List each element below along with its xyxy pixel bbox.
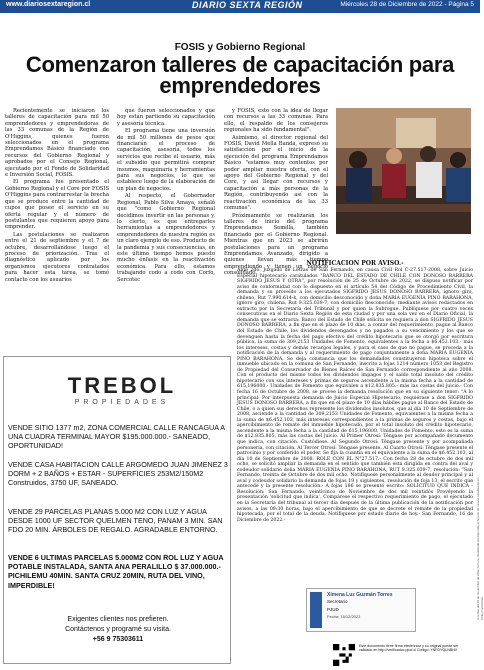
- validation-note: Este documento tiene firma electrónica y su original puede ser validado en http://verificadoc.pjud.cl Código: YNFDYQLNBHX: [359, 644, 459, 653]
- ad-cta: Contáctenos y programé su visita.: [65, 626, 171, 633]
- qr-code-icon[interactable]: [333, 644, 355, 666]
- paragraph: Asimismo, el director regional del FOSIS, David Mella Banda, expresó su satisfacción por el inicio de la ejecución del programa Emprendamos Básico "estamos muy contentos por poder ampliar nuestra oferta, con el apoyo del Gobierno Regional y del Core, y así llegar con recursos y capacitación a más personas de la Región, contribuyendo así con la reactivación económica de las 33 comunas".: [224, 134, 328, 212]
- stamp-seal-bar: [310, 592, 322, 628]
- listing-3: VENDE 29 PARCELAS PLANAS 5.000 M2 CON LUZ Y AGUA DESDE 1000 UF SECTOR QUELMEN TENO, PANAM 3 MIN. SAN FDO 20 MIN. ÁRBOLES DE REGALO. AGRADABLE ENTORNO.: [8, 507, 223, 535]
- masthead: [0, 0, 480, 13]
- paragraph: El programa tiene una inversión de mil 50 millones de pesos que financiarán el proceso de capacitación, asesoría, todos los servicios que recibe el usuario, más el subsidio que permitirá comprar insumos, maquinaria y herramientas para sus negocios, lo que se establece luego de la elaboración de un plan de negocios.: [117, 128, 215, 192]
- newspaper-name: DIARIO SEXTA REGIÓN: [192, 0, 303, 10]
- article-kicker: FOSIS y Gobierno Regional: [174, 42, 306, 53]
- listing-2: VENDE CASA HABITACION CALLE ARGOMEDO JUAN JIMENEZ 3 DORM + 2 BAÑOS + ESTAR - SUPERFICIES 253M2/150M2 Construidos, 3750 UF, SANEADO.: [8, 460, 228, 488]
- paragraph: que fueron seleccionados y que hoy están partiendo su capacitación y asesoría técnica.: [117, 108, 215, 127]
- paragraph: El programa fue presentado el Gobierno Regional y el Core por FOSIS O'Higgins para contrarrestar la brecha que se produce entre la cantidad de cupos que posee el servicio en su oferta regular y el número de postulantes que requieren apoyo para emprender.: [5, 179, 109, 231]
- listing-4: VENDE 6 ULTIMAS PARCELAS 5.000M2 CON ROL LUZ Y AGUA POTABLE INSTALADA, SANTA ANA PERALILLO $ 37.000.000.-PICHILEMU 40MIN. SANTA CRUZ 20MIN, RUTA DEL VINO, IMPERDIBLE!: [8, 553, 224, 590]
- ad-footer: [4, 615, 232, 645]
- signer-unit: PJUD: [327, 607, 339, 612]
- signature-date: Fecha: 16/12/2022: [327, 614, 361, 619]
- ad-slogan: Exigentes clientes nos prefieren.: [67, 616, 169, 623]
- issue-date-page: Miércoles 28 de Diciembre de 2022 - Página 5: [340, 1, 474, 8]
- signer-name: Ximena Luz Guzmán Torres: [327, 592, 393, 598]
- legal-notice: [237, 260, 473, 664]
- trebol-logo: [52, 373, 192, 406]
- site-url[interactable]: www.diariosextaregion.cl: [6, 1, 91, 8]
- paragraph: Las postulaciones se realizaron entre el 21 de septiembre y el 7 de octubre, desarrollándose luego el proceso de priorización. Tras el diagnóstico aplicado por los organismos ejecutores contratados para hacer esta tarea, se tomó contacto con los usuarios: [5, 231, 109, 283]
- notice-title: NOTIFICACION POR AVISO.-: [306, 260, 404, 267]
- article-headline: Comenzaron talleres de capacitación para emprendedores: [25, 52, 455, 98]
- signer-role: Secretario: [327, 599, 348, 604]
- paragraph: Recientemente se iniciaron los talleres de capacitación para mil 50 emprendedores y emprendedoras de las 33 comunas de la Región de O'Higgins, quienes fueron seleccionados en el programa Emprendamos Básico financiado con recursos del Gobierno Regional y aprobados por el Consejo Regional, ejecutado por el Fondo de Solidaridad e Inversión Social, FOSIS.: [5, 108, 109, 179]
- paragraph: Próximamente se realizarán los talleres de inicio del programa Emprendamos Semilla, también financiado por el Gobierno Regional. Mientras que en 2023 se abrirán postulaciones para un programa Emprendamos Avanzado, dirigido a quienes llevan más tiempo emprendiendo y tienen un negocio consolidado.: [224, 212, 328, 277]
- vertical-side-note: A contar del 29 de noviembre de 2022, la hora visualizada corresponde al horario de verano establecido en Chile Continental.: [476, 477, 484, 620]
- ad-phone[interactable]: +56 9 75303611: [92, 636, 144, 643]
- paragraph: y FOSIS, esto con la idea de llegar con recursos a las 33 comunas. Para ello, el respaldo de los consejeros regionales ha sido fundamental".: [224, 108, 328, 134]
- article-photo: [336, 108, 471, 234]
- logo-subtitle: PROPIEDADES: [74, 399, 170, 406]
- article-column-2: [117, 108, 215, 353]
- paragraph: Al respecto, el Gobernador Regional, Pablo Silva Amaya, señaló que "como Gobierno Regional decidimos invertir en las personas y, lo cierto, es que entregarles herramientas a emprendedores y emprendedores de nuestra región es un claro ejemplo de eso. Producto de la pandemia y sus consecuencias, en este último tiempo hemos puesto mucho énfasis en la reactivación económica. Para ello, estamos trabajando codo a codo con Corfo, Sercotec: [117, 193, 215, 283]
- listing-1: VENDE SITIO 1377 m2, ZONA COMERCIAL CALLE RANCAGUA A UNA CUADRA TERMINAL MAYOR $195.000.000.- SANEADO, OPORTUNIDAD!: [8, 423, 225, 451]
- real-estate-ad: [3, 356, 231, 664]
- electronic-signature-stamp: [306, 588, 416, 632]
- notice-body: Ante 2do. Juzgado de Letras de San Fernando, en causa Civil Rol C-27.517-2008, sobre Juicio Especial hipotecario caratulados "BANCO DEL ESTADO DE CHILE CON DONOSO BARRERA SIGFRIDO JESUS Y OTRA", por resolución de 25 de Octubre de 2022, se dispuso notificar por aviso de conformidad con lo dispuesto en el artículo 54 del Código de Procedimiento Civil, la demanda y su proveído a los ejecutados SIGFRIDO JESUS DONOSO BARRERA, ignoro giro, chileno, Rut 7.990.614-k, con domicilio desconocido y doña MARIA EUGENIA PINO BARAHONA, ignoro giro, chilena, Rut 9.325.039-7, con domicilio desconocido, mediante avisos redactados en extracto por la Secretaría del Tribunal y por quien la Subrogue. Publíquese por cuatro veces consecutivas en el Diario Sexta Región de esta ciudad y por una sola vez en el Diario Oficial, la demanda que se extracta: Banco del Estado de Chile solicita se requiera a don SIGFRIDO JESUS DONOSO BARRERA, a fin que en el plazo de 10 días, a contar del requerimiento, pague al Banco del Estado de Chile, los dividendos devengados y no pagados a su vencimiento y los que se devenguen hasta la fecha del pago efectivo del crédito hipotecario que se otorgó por escritura pública, la suma de 309,2153 Unidades de Fomento, equivalentes a la fecha a $6.452.103.- más los intereses, costas y demás recargos legales, y para el caso de que no pague, se proceda a la notificación de la demanda y al requerimiento de pago conjuntamente a doña MARIA EUGENIA PINO BARAHONA. Se deja constancia que los demandados constituyeron hipoteca sobre el inmueble ubicado en la comuna de San Fernando, inscrito a fojas 1214 número 1053 del Registro de Propiedad del Conservador de Bienes Raíces de San Fernando correspondiente al año 2008. Con el producto del mismo todos los dividendos impagos y el saldo total insoluto del crédito hipotecario con sus intereses y primas de seguros ascendente a la misma fecha a la cantidad de 615,196000.- Unidades de Fomento que equivalen a $12.835.805.- más las costas del juicio.- Con fecha 16 de Octubre de 2008, se provee la demanda resolución que en su siguiente tenor: "A lo principal: Por interpuesta demanda de Juicio Especial Hipotecario, requiérase a don SIGFRIDO JESUS DONOSO BARRERA, a fin que en el plazo de 10 días hábiles pague al Banco del Estado de Chile, o a quien sus derechos represente los dividendos insolutos, que al día 10 de Septiembre de 2008, asciende a la cantidad de 309,2153 Unidades de Fomento, equivalentes a la misma fecha a la suma de $6.452.103, más intereses correspondientes a la primas de seguros y costas, bajo el apercibimiento de remate del inmueble hipotecado, por el total insoluto del crédito hipotecario, ascendente a la misma fecha a la cantidad de 615,196000. Unidades de Fomento, esto es la suma de $12.835.805, más las costas del juicio. Al Primer Otrosí: Téngase por acompañado documento que indica, con citación. Custódiese. Al Segundo Otrosí: Téngase presente y por acompañada personería, con citación. Al Tercer Otrosí: Téngase presente. Al Cuarto Otrosí: Téngase presente el patrocinio y por conferido el poder. Se fija la cuantía en el equivalente a la suma de $6.452.103, al día 10 de Septiembre de 2008. ROLE CON EL N°27.517.- Con fecha 28 de octubre de dos mil ocho, se solicitó ampliar la demanda en el sentido que también está dirigida en contra del aval y codeudor solidario doña MARIA EUGENIA PINO BARAHONA, RUT 9.325.039-7, resolución: "San Fernando, treinta de Octubre de dos mil ocho. Notifíquese personalmente al deudor principal y al aval y codeudor solidario la demanda de fojas 19 y siguientes, resolución de foja 13, el escrito que antecede y la presente resolución.- A fojas 186 se presentó escrito: SOLICITUD QUE INDICA - Resolución: San Fernando, veinticinco de Noviembre de dos mil veintidós Provéyendo la presentación 'solicitud que indica', Compárese el respectivo requerimiento de pago, el ejecutado en la Secretaría del tribunal al tercer día después de la última publicación de la notificación por avisos, a las 09:30 horas, bajo el apercibimiento de que se decrete el remate de la propiedad hipotecada, por el total de la deuda. Notifíquese por estado diario de hoy.- San Fernando, 16 de Diciembre de 2022.-: [237, 268, 473, 523]
- article-column-1: [5, 108, 109, 353]
- logo-word: TREBOL: [67, 373, 177, 398]
